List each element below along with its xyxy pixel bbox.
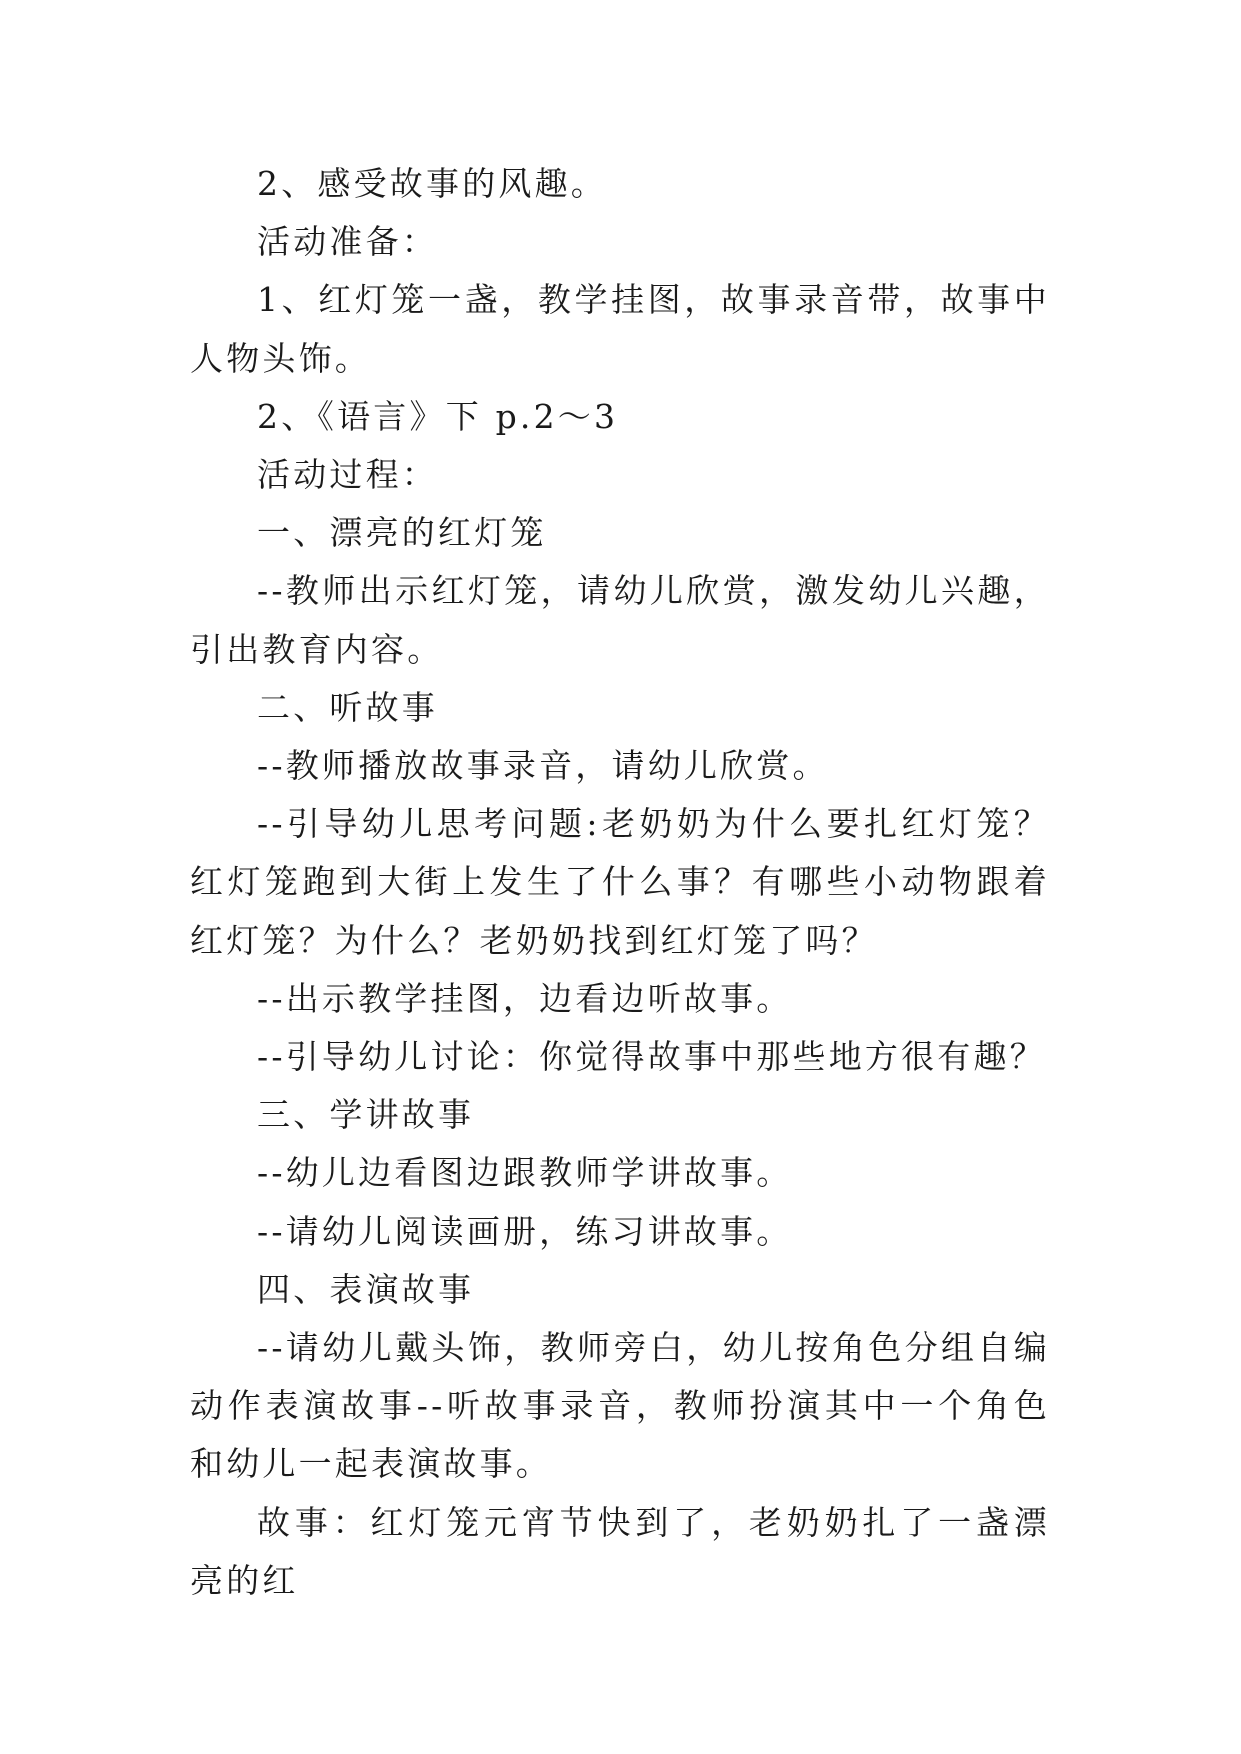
document-body (190, 155, 1050, 1610)
paragraph-preparation-2: 2、《语言》下 p.2～3 (257, 396, 619, 436)
paragraph-section-4-heading: 四、表演故事 (257, 1269, 475, 1309)
paragraph-section-1-heading: 一、漂亮的红灯笼 (257, 513, 547, 553)
paragraph-section-2-step-1: --教师播放故事录音，请幼儿欣赏。 (257, 746, 829, 786)
paragraph-preparation-heading: 活动准备： (257, 222, 438, 262)
paragraph-section-3-heading: 三、学讲故事 (257, 1095, 475, 1135)
paragraph-process-heading: 活动过程： (257, 455, 438, 495)
paragraph-section-3-step-1: --幼儿边看图边跟教师学讲故事。 (257, 1153, 793, 1193)
paragraph-section-2-heading: 二、听故事 (257, 687, 438, 727)
paragraph-section-2-step-2: --引导幼儿思考问题:老奶奶为什么要扎红灯笼？红灯笼跑到大街上发生了什么事？有哪些小动物跟着红灯笼？为什么？老奶奶找到红灯笼了吗？ (190, 804, 1050, 960)
paragraph-section-2-step-4: --引导幼儿讨论：你觉得故事中那些地方很有趣？ (257, 1037, 1046, 1077)
paragraph-goal-2: 2、感受故事的风趣。 (257, 164, 607, 203)
paragraph-story-start: 故事：红灯笼元宵节快到了，老奶奶扎了一盏漂亮的红 (190, 1502, 1050, 1600)
paragraph-section-2-step-3: --出示教学挂图，边看边听故事。 (257, 978, 793, 1018)
paragraph-section-4-step: --请幼儿戴头饰，教师旁白，幼儿按角色分组自编动作表演故事--听故事录音，教师扮演其中一个角色和幼儿一起表演故事。 (190, 1328, 1050, 1484)
paragraph-section-1-step: --教师出示红灯笼，请幼儿欣赏，激发幼儿兴趣，引出教育内容。 (190, 571, 1050, 669)
paragraph-section-3-step-2: --请幼儿阅读画册，练习讲故事。 (257, 1211, 793, 1251)
paragraph-preparation-1: 1、红灯笼一盏，教学挂图，故事录音带，故事中人物头饰。 (190, 280, 1050, 378)
